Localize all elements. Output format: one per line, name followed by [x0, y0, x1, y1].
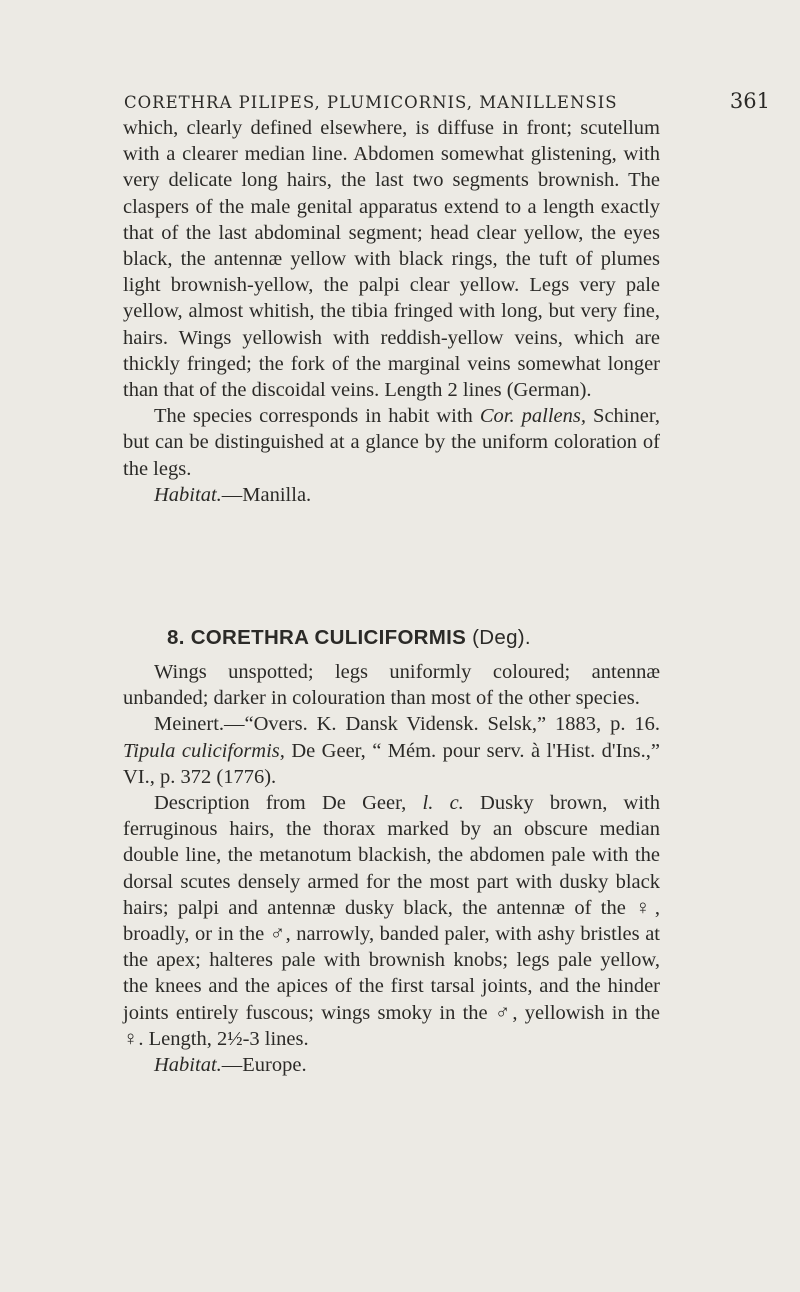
comparison-text-pre: The species corresponds in habit with: [154, 405, 480, 428]
section-title: 8. CORETHRA CULICIFORMIS: [167, 626, 467, 649]
comparison-text-post: Schiner, but can be distinguished at a glance by the uniform coloration of the legs.: [123, 405, 660, 480]
habitat-label-2: Habitat.: [154, 1054, 222, 1077]
section-authority: (Deg).: [472, 626, 531, 649]
degeer-text-pre: Description from De Geer,: [154, 792, 423, 815]
page-number: 361: [729, 89, 770, 113]
habitat-line-2: [123, 1052, 660, 1078]
habitat-line-1: [123, 482, 660, 508]
text-block-lower: [123, 659, 660, 1078]
running-title: CORETHRA PILIPES, PLUMICORNIS, MANILLENSIS: [124, 93, 618, 112]
degeer-text-post: Dusky brown, with ferruginous hairs, the thorax marked by an obscure median double line, the metanotum blackish, the abdomen pale with the dorsal scutes densely armed for the most part with dusky black hairs; palpi and antennæ dusky black, the antennæ of the ♀, broadly, or in the ♂, narrowly, banded paler, with ashy bristles at the apex; halteres pale with brownish knobs; legs pale yellow, the knees and the apices of the first tarsal joints, and the hinder joints entirely fuscous; wings smoky in the ♂, yellowish in the ♀. Length, 2½-3 lines.: [123, 792, 661, 1050]
comparison-species: Cor. pallens,: [479, 405, 586, 428]
diagnosis-paragraph: Wings unspotted; legs uniformly coloured; antennæ unbanded; darker in colouration than most of the other species.: [123, 661, 660, 710]
habitat-value-1: —Manilla.: [221, 483, 312, 506]
reference-text-pre: Meinert.—“Overs. K. Dansk Vidensk. Selsk,” 1883, p. 16.: [154, 713, 660, 736]
reference-text-post: De Geer, “ Mém. pour serv. à l'Hist. d'Ins.,” VI., p. 372 (1776).: [123, 739, 660, 788]
reference-paragraph: [123, 711, 660, 790]
degeer-description-paragraph: [123, 790, 660, 1052]
reference-species: Tipula culiciformis,: [123, 739, 285, 762]
text-block-upper: [123, 115, 660, 508]
running-head: [124, 89, 770, 113]
description-paragraph: which, clearly defined elsewhere, is diffuse in front; scutellum with a clearer median line. Abdomen somewhat glistening, with very delicate long hairs, the last two segments brownish. The claspers of the male genital apparatus extend to a length exactly that of the last abdominal segment; head clear yellow, the eyes black, the antennæ yellow with black rings, the tuft of plumes light brownish-yellow, the palpi clear yellow. Legs very pale yellow, almost whitish, the tibia fringed with long, but very fine, hairs. Wings yellowish with reddish-yellow veins, which are thickly fringed; the fork of the marginal veins somewhat longer than that of the discoidal veins. Length 2 lines (German).: [123, 117, 660, 402]
degeer-loc-cit: l. c.: [422, 792, 464, 815]
habitat-value-2: —Europe.: [221, 1054, 307, 1077]
habitat-label-1: Habitat.: [154, 483, 222, 506]
section-heading: [167, 626, 667, 650]
comparison-paragraph: [123, 403, 660, 482]
